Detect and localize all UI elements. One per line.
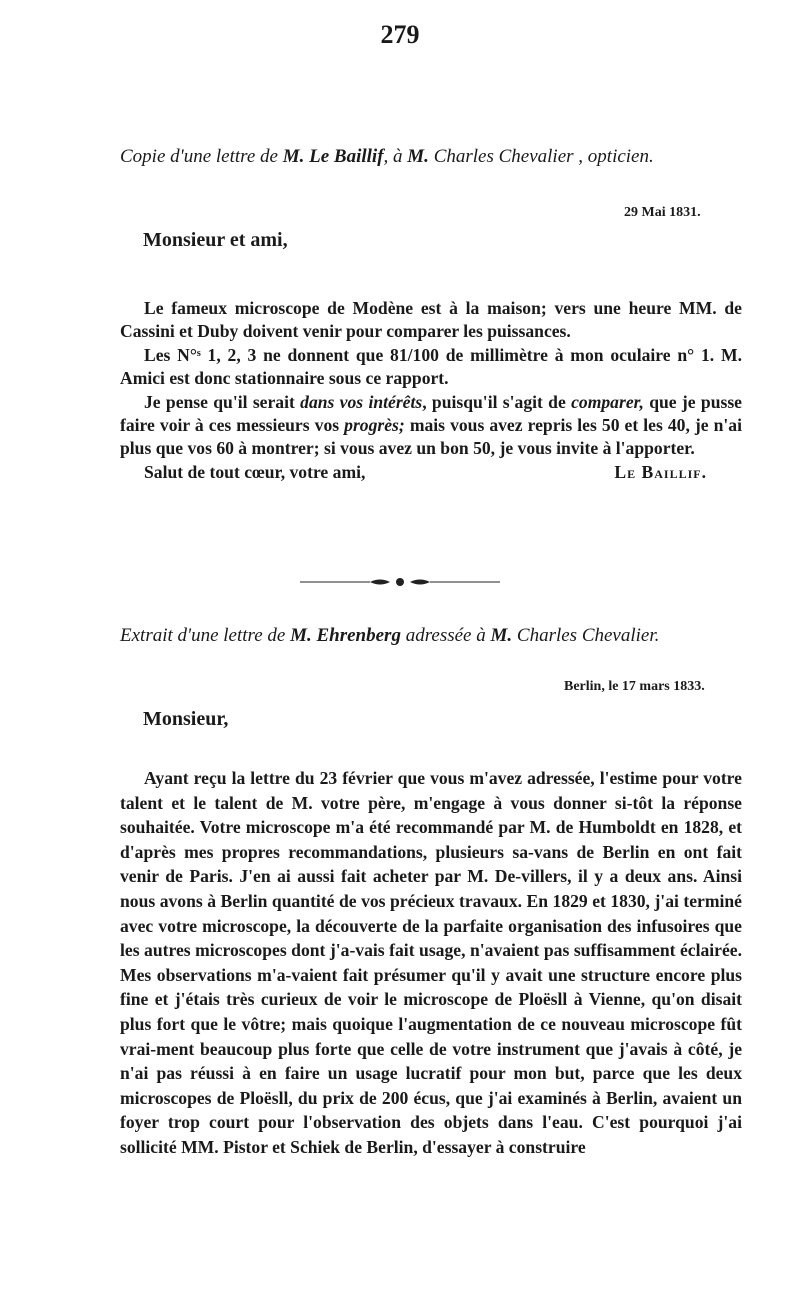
letter1-salutation: Monsieur et ami, bbox=[143, 229, 288, 251]
letter1-closing: Salut de tout cœur, votre ami, bbox=[144, 461, 366, 482]
letter2-date: Berlin, le 17 mars 1833. bbox=[564, 679, 705, 694]
letter1-heading: Copie d'une lettre de M. Le Baillif, à M. Charles Chevalier , opticien. bbox=[120, 146, 654, 167]
letter1-paragraph: Je pense qu'il serait dans vos intérêts, puisqu'il s'agit de comparer, que je pusse faire voir à ces messieurs vos progrès; mais vous avez repris les 50 et les 40, je n'ai plus que vos 60 à montrer; si vous avez un bon 50, je vous invite à l'apporter. bbox=[120, 391, 742, 459]
letter1-closing-line bbox=[120, 461, 742, 484]
letter2-salutation: Monsieur, bbox=[143, 708, 229, 730]
ornament-divider bbox=[300, 576, 500, 588]
letter2-paragraph: Ayant reçu la lettre du 23 février que vous m'avez adressée, l'estime pour votre talent et le talent de M. votre père, m'engage à vous donner si-tôt la réponse souhaitée. Votre microscope m'a été recommandé par M. de Humboldt en 1828, et d'après mes propres recommandations, plusieurs sa-vans de Berlin en ont fait venir de Paris. J'en ai aussi fait acheter par M. De-villers, il y a deux ans. Ainsi nous avons à Berlin quantité de vos précieux travaux. En 1829 et 1830, j'ai terminé avec votre microscope, la découverte de la parfaite organisation des infusoires que les autres microscopes dont j'a-vais fait usage, n'avaient pas suffisamment éclairée. Mes observations m'a-vaient fait présumer qu'il y avait une structure encore plus fine et j'étais très curieux de voir le microscope de Ploësll à Vienne, qu'on disait plus fort que le vôtre; mais quoique l'augmentation de ce nouveau microscope fût vrai-ment beaucoup plus forte que celle de votre instrument que j'avais à côté, je n'ai pas réussi à en faire un usage lucratif pour mon but, parce que les deux microscopes de Ploësll, du prix de 200 écus, que j'ai examinés à Berlin, avaient un foyer trop court pour l'observation des objets dans l'eau. C'est pourquoi j'ai sollicité MM. Pistor et Schiek de Berlin, d'essayer à construire bbox=[120, 768, 742, 1157]
letter1-paragraph: Le fameux microscope de Modène est à la maison; vers une heure MM. de Cassini et Duby doivent venir pour comparer les puissances. bbox=[120, 298, 742, 342]
letter2-heading: Extrait d'une lettre de M. Ehrenberg adressée à M. Charles Chevalier. bbox=[120, 625, 660, 646]
page-number: 279 bbox=[380, 20, 420, 49]
letter1-date: 29 Mai 1831. bbox=[624, 205, 701, 220]
letter1-body bbox=[120, 297, 742, 484]
letter1-signature: Le Baillif. bbox=[614, 461, 707, 482]
letter2-body bbox=[120, 766, 742, 1160]
letter1-paragraph: Les N°ˢ 1, 2, 3 ne donnent que 81/100 de millimètre à mon oculaire n° 1. M. Amici est donc stationnaire sous ce rapport. bbox=[120, 344, 742, 389]
